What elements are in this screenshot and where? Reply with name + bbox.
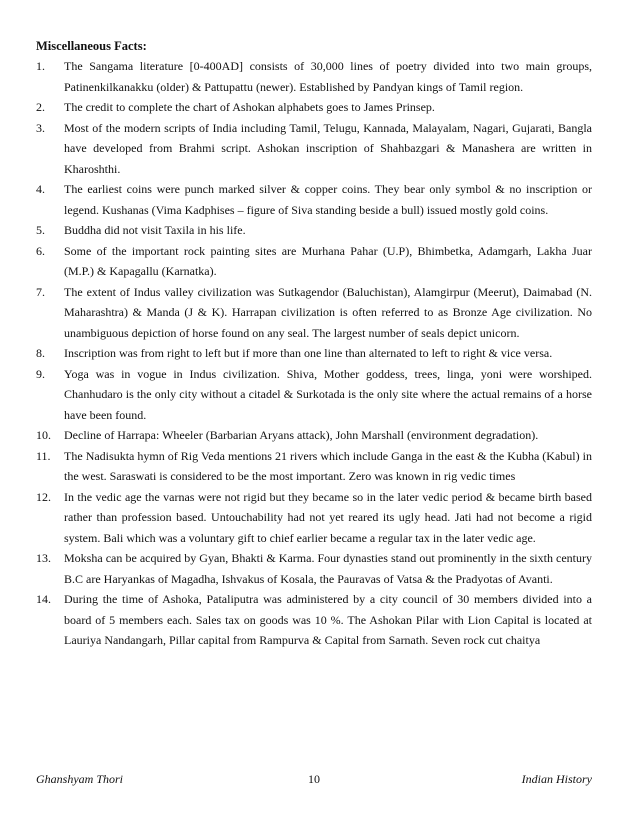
list-item — [36, 282, 592, 344]
fact-number: 2. — [36, 100, 45, 114]
fact-number: 9. — [36, 366, 45, 381]
footer-subject: Indian History — [521, 772, 592, 786]
fact-number: 5. — [36, 223, 45, 237]
fact-number: 7. — [36, 284, 45, 299]
list-item — [36, 97, 592, 118]
fact-text: The Nadisukta hymn of Rig Veda mentions 21 rivers which include Ganga in the east & the Kubha (Kabul) in the west. Saraswati is considered to be the most important. Zero was known in rig vedic times — [64, 448, 592, 483]
list-item — [36, 589, 592, 651]
fact-number: 1. — [36, 59, 45, 73]
list-item — [36, 446, 592, 487]
list-item — [36, 179, 592, 220]
list-item — [36, 118, 592, 180]
fact-number: 12. — [36, 489, 51, 504]
fact-text: The extent of Indus valley civilization was Sutkagendor (Baluchistan), Alamgirpur (Meerut), Daimabad (N. Maharashtra) & Manda (J & K). Harrapan civilization is often referred to as Bronze Age civilization. No unambiguous depiction of horse found on any seal. The largest number of seals depict unicorn. — [64, 284, 592, 340]
list-item — [36, 425, 592, 446]
list-item — [36, 487, 592, 549]
list-item — [36, 548, 592, 589]
footer-author: Ghanshyam Thori — [36, 772, 124, 786]
fact-number: 13. — [36, 551, 51, 565]
fact-text: Yoga was in vogue in Indus civilization. Shiva, Mother goddess, trees, linga, yoni were worshiped. Chanhudaro is the only city without a citadel & Surkotada is the only site where the actual remains of a horse have been found. — [64, 366, 592, 422]
fact-text: During the time of Ashoka, Pataliputra was administered by a city council of 30 members divided into a board of 5 members each. Sales tax on goods was 10 %. The Ashokan Pilar with Lion Capital is located at Lauriya Nandangarh, Pillar capital from Rampurva & Capital from Sarnath. Seven rock cut chaitya — [64, 592, 592, 647]
fact-number: 6. — [36, 243, 45, 258]
footer-page-number: 10 — [308, 772, 320, 786]
fact-number: 14. — [36, 592, 51, 606]
list-item — [36, 220, 592, 241]
fact-text: The credit to complete the chart of Ashokan alphabets goes to James Prinsep. — [64, 100, 435, 114]
fact-text: Buddha did not visit Taxila in his life. — [64, 223, 246, 237]
fact-text: The Sangama literature [0-400AD] consists of 30,000 lines of poetry divided into two main groups, Patinenkilkanakku (older) & Pattupattu (newer). Established by Pandyan kings of Tamil region. — [64, 59, 592, 94]
list-item — [36, 343, 592, 364]
fact-number: 8. — [36, 346, 45, 360]
facts-list — [36, 56, 592, 651]
fact-text: Inscription was from right to left but if more than one line than alternated to left to right & vice versa. — [64, 346, 553, 360]
fact-text: Moksha can be acquired by Gyan, Bhakti & Karma. Four dynasties stand out prominently in the sixth century B.C are Haryankas of Magadha, Ishvakus of Kosala, the Pauravas of Vatsa & the Pradyotas of Avanti. — [64, 551, 592, 586]
list-item — [36, 364, 592, 426]
page-footer — [36, 769, 592, 789]
fact-text: Most of the modern scripts of India including Tamil, Telugu, Kannada, Malayalam, Nagari, Gujarati, Bangla have developed from Brahmi script. Ashokan inscription of Shahbazgari & Manashera are written in Kharoshthi. — [64, 120, 592, 176]
fact-text: In the vedic age the varnas were not rigid but they became so in the later vedic period & became birth based rather than profession based. Untouchability had not yet reared its ugly head. Jati had not become a rigid system. Bali which was a voluntary gift to chief earlier became a regular tax in the later vedic age. — [64, 489, 592, 545]
fact-text: The earliest coins were punch marked silver & copper coins. They bear only symbol & no inscription or legend. Kushanas (Vima Kadphises – figure of Siva standing beside a bull) issued mostly gold coins. — [64, 182, 592, 217]
fact-number: 10. — [36, 428, 51, 442]
list-item — [36, 241, 592, 282]
fact-text: Decline of Harrapa: Wheeler (Barbarian Aryans attack), John Marshall (environment degradation). — [64, 428, 539, 442]
fact-number: 3. — [36, 120, 45, 135]
fact-number: 11. — [36, 448, 51, 463]
section-heading: Miscellaneous Facts: — [36, 39, 147, 53]
fact-number: 4. — [36, 182, 45, 196]
fact-text: Some of the important rock painting sites are Murhana Pahar (U.P), Bhimbetka, Adamgarh, Lakha Juar (M.P.) & Kapagallu (Karnatka). — [64, 243, 592, 278]
list-item — [36, 56, 592, 97]
